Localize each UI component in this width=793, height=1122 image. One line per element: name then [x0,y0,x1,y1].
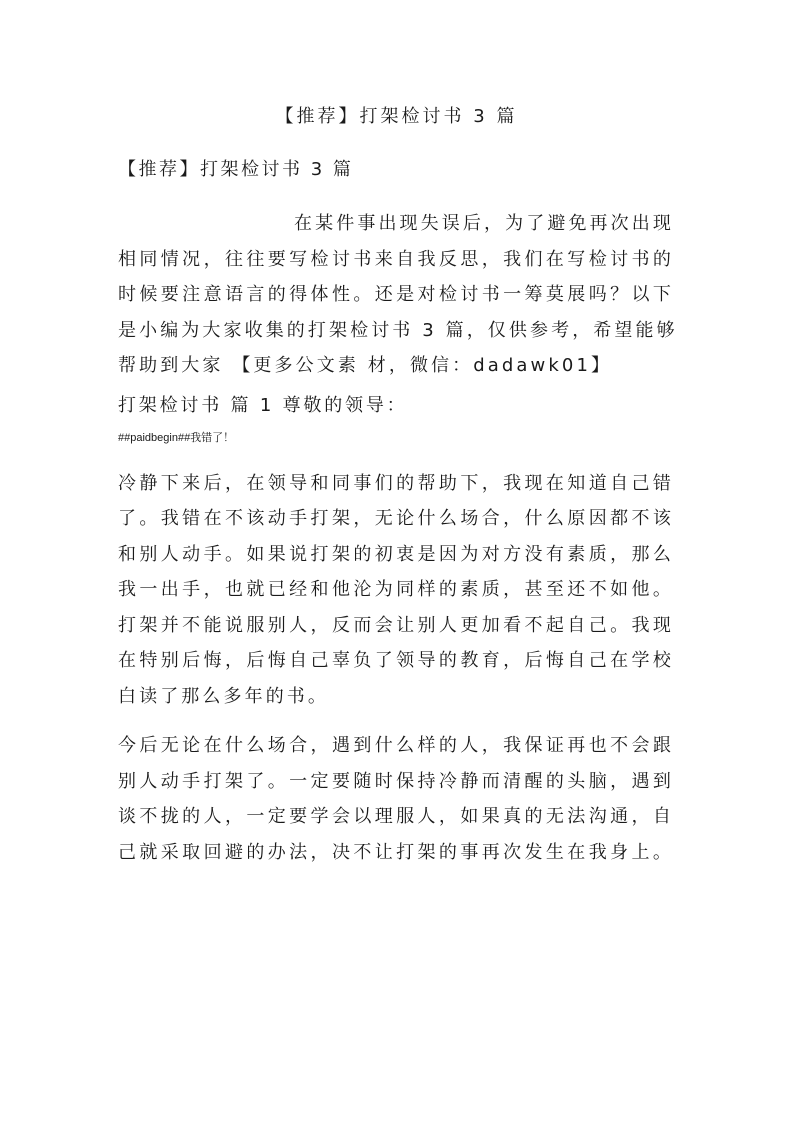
paragraph-line: 谈不拢的人，一定要学会以理服人，如果真的无法沟通，自 [118,806,674,827]
paragraph-line: 在特别后悔，后悔自己辜负了领导的教育，后悔自己在学校 [118,650,674,671]
intro-paragraph [118,206,678,384]
paragraph-line: 打架并不能说服别人，反而会让别人更加看不起自己。我现 [118,614,674,636]
intro-line: 相同情况，往往要写检讨书来自我反思，我们在写检讨书的 [118,248,674,270]
document-title: 【推荐】打架检讨书 3 篇 [275,106,518,127]
intro-line: 时候要注意语言的得体性。还是对检讨书一筹莫展吗？以下 [118,284,674,305]
paragraph-line: 冷静下来后，在领导和同事们的帮助下，我现在知道自己错 [118,472,674,494]
paragraph-line: 己就采取回避的办法，决不让打架的事再次发生在我身上。 [118,841,674,863]
intro-line: 在某件事出现失误后，为了避免再次出现 [294,213,674,234]
intro-line: 帮助到大家 【更多公文素 材，微信：dadawk01】 [118,355,613,376]
section-heading: 打架检讨书 篇 1 尊敬的领导： [118,394,408,416]
body-paragraph-2 [118,728,674,870]
paragraph-line: 今后无论在什么场合，遇到什么样的人，我保证再也不会跟 [118,735,674,756]
paragraph-line: 别人动手打架了。一定要随时保持冷静而清醒的头脑，遇到 [118,770,674,792]
document-body [118,156,678,870]
paragraph-line: 和别人动手。如果说打架的初衷是因为对方没有素质，那么 [118,543,674,565]
paragraph-line: 我一出手，也就已经和他沦为同样的素质，甚至还不如他。 [118,579,674,600]
paragraph-line: 了。我错在不该动手打架，无论什么场合，什么原因都不该 [118,508,674,529]
document-subtitle: 【推荐】打架检讨书 3 篇 [118,159,354,180]
body-paragraph-1 [118,466,674,715]
paragraph-line: 白读了那么多年的书。 [118,685,329,707]
intro-line: 是小编为大家收集的打架检讨书 3 篇，仅供参考，希望能够 [118,319,678,341]
paid-marker-line: ##paidbegin##我错了！ [118,431,235,444]
